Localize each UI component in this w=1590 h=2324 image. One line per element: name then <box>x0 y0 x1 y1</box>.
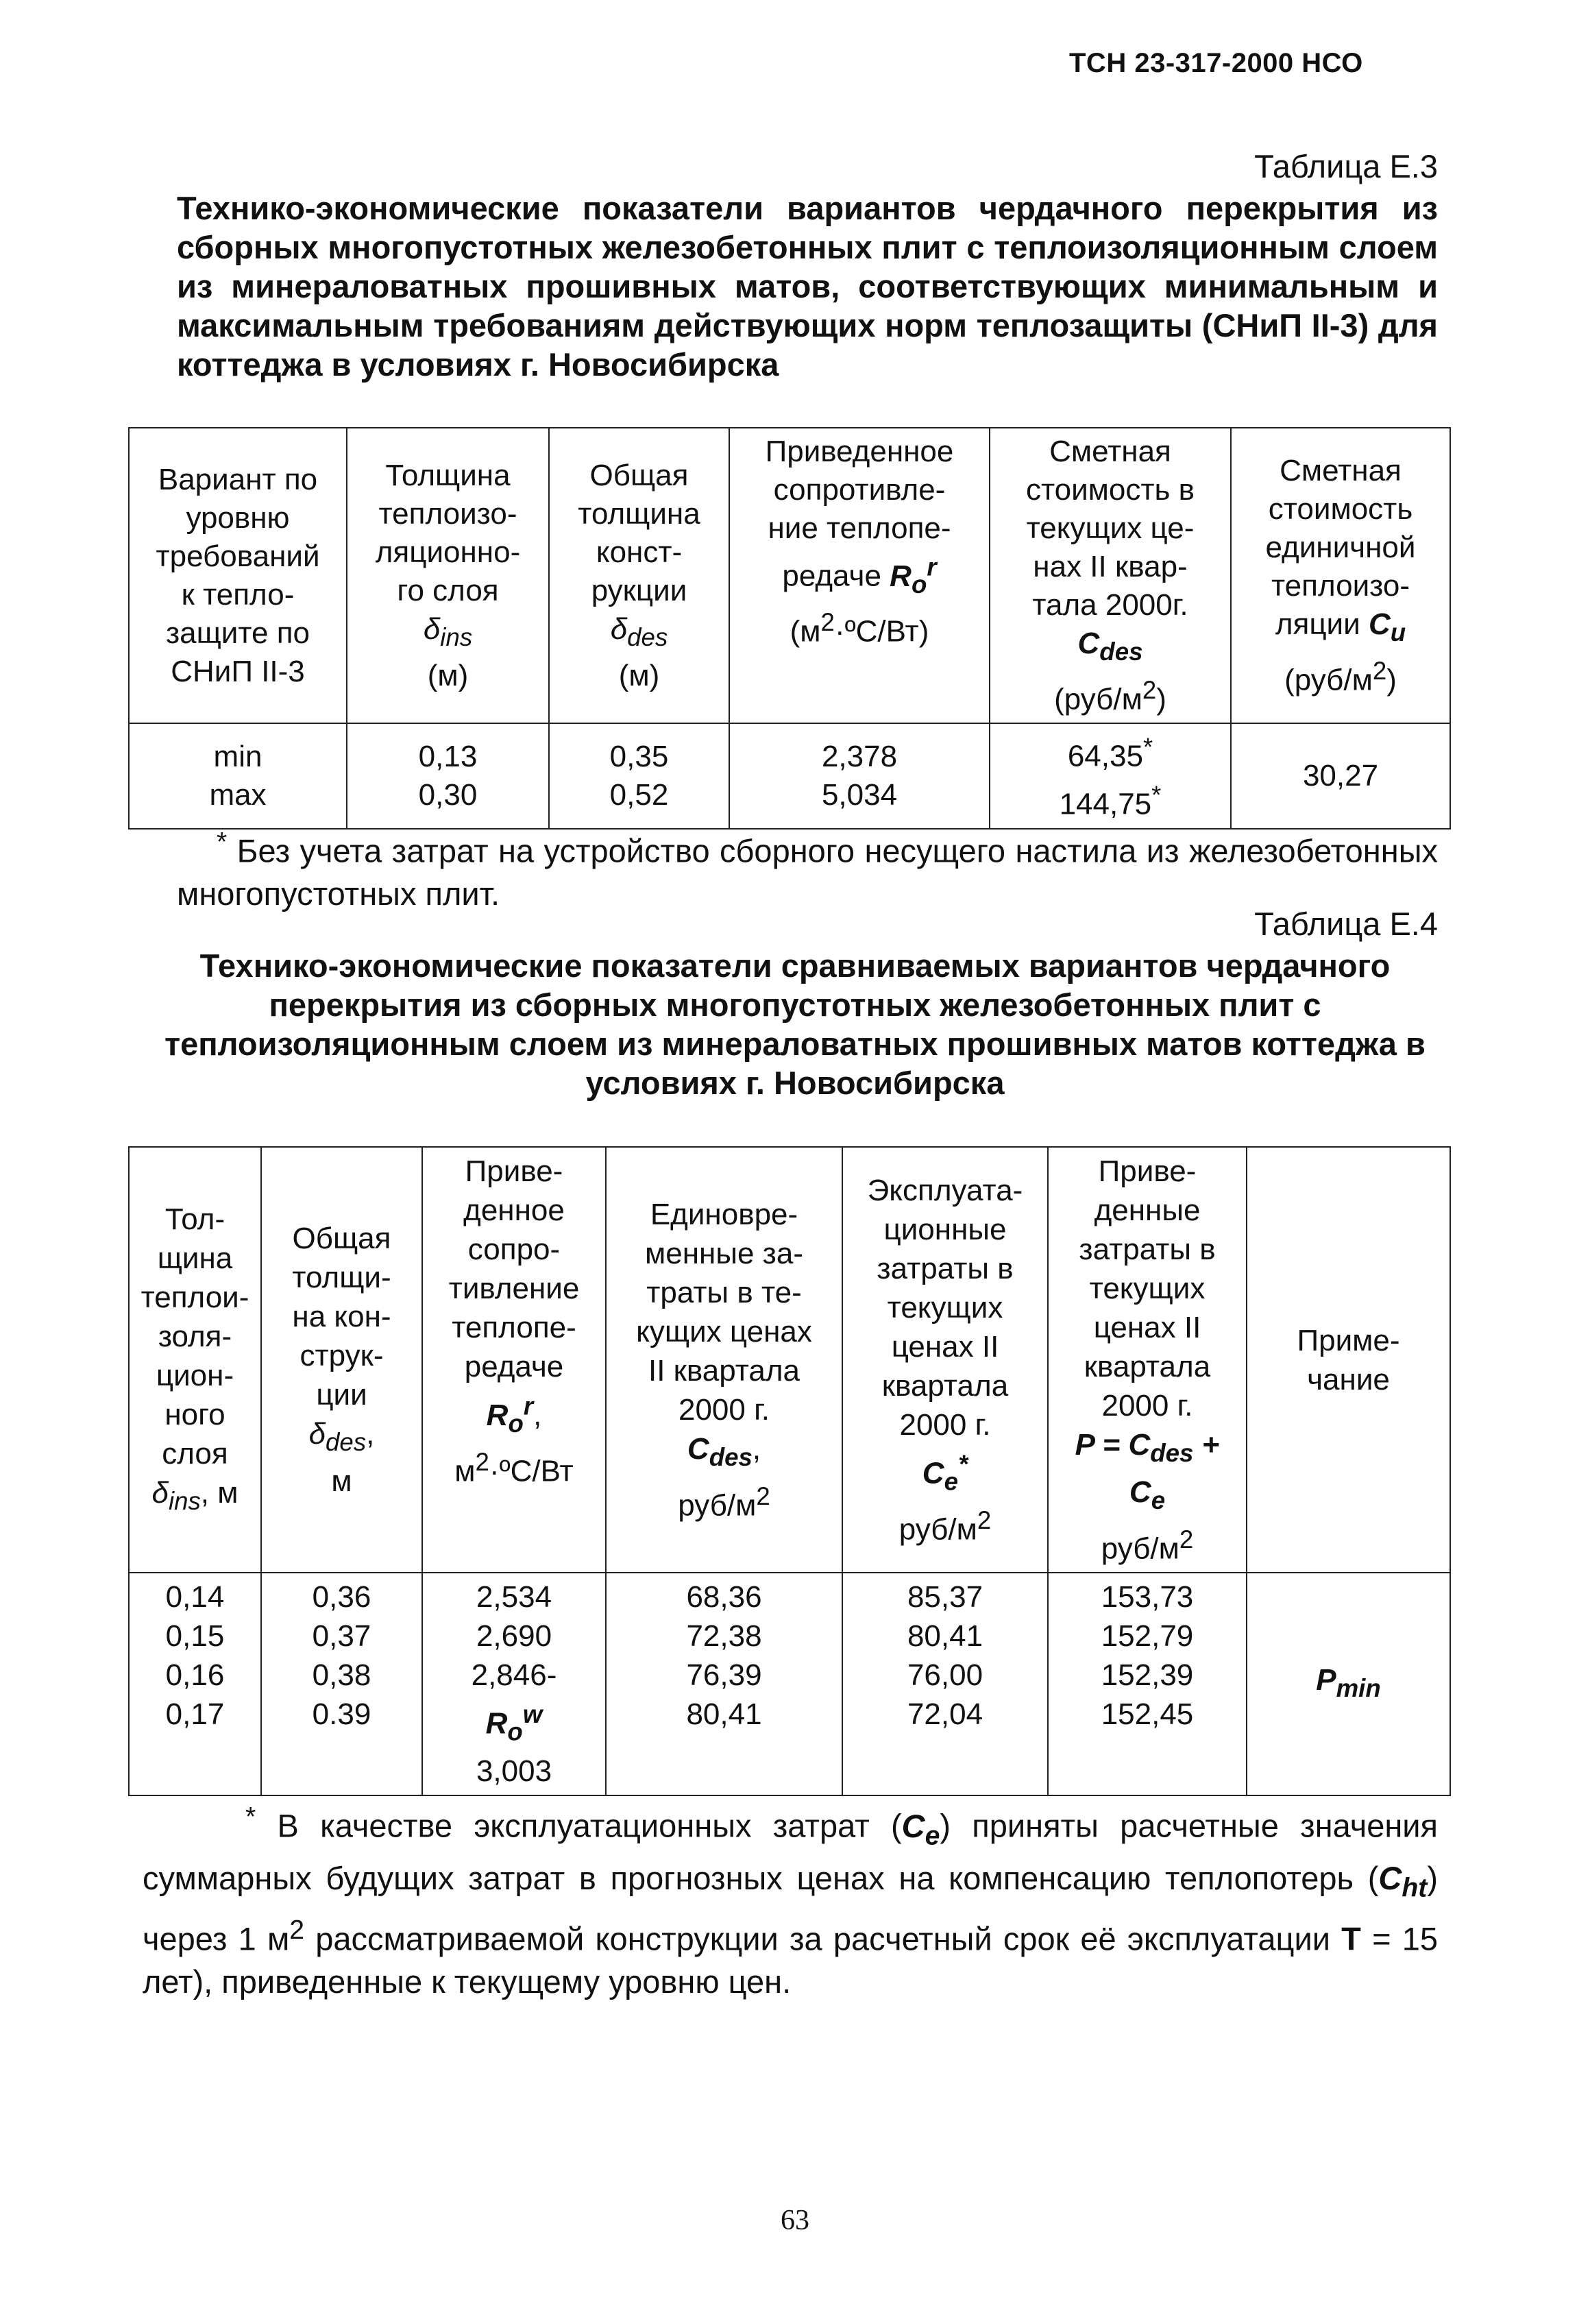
table-e4 <box>128 1146 1451 1796</box>
header-estimated-cost: Сметная стоимость в текущих це- нах II квар- тала 2000г. $C_{des}$ $(руб/м^2)$ <box>990 428 1231 723</box>
cell-total-thickness: 0,36 0,37 0,38 0.39 <box>261 1573 422 1795</box>
header-note: Приме- чание <box>1247 1147 1450 1573</box>
table-e4-title: Технико-экономические показатели сравниваемых вариантов чердачного перекрытия из сборных многопустотных железобетонных плит с теплоизоляционным слоем из минераловатных прошивных матов коттеджа в условиях г. Новосибирска <box>164 947 1426 1101</box>
header-insulation-thickness: Тол- щина теплои- золя- цион- ного слоя $\delta_{ins}$, м <box>129 1147 261 1573</box>
table-row <box>129 723 1450 828</box>
header-thermal-resistance: Приведенное сопротивле- ние теплопе- редаче $R_o^r$ $(м^2\cdot ºС/Вт)$ <box>729 428 990 723</box>
table-e4-label: Таблица Е.4 <box>1254 906 1438 942</box>
document-code: ТСН 23-317-2000 НСО <box>1069 48 1363 78</box>
table-e3-footnote: * Без учета затрат на устройство сборного несущего настила из железобетонных многопустотных плит. <box>177 827 1438 912</box>
cell-unit-cost: 30,27 <box>1231 723 1450 828</box>
cell-thermal-resistance: 2,378 5,034 <box>729 723 990 828</box>
table-e4-header-row <box>129 1147 1450 1573</box>
header-insulation-thickness: Толщина теплоизо- ляционно- го слоя $\delta_{ins}$ (м) <box>347 428 549 723</box>
header-total-thickness: Общая толщи- на кон- струк- ции $\delta_{des}$, м <box>261 1147 422 1573</box>
page-number: 63 <box>781 2205 809 2236</box>
cell-insulation-thickness: 0,14 0,15 0,16 0,17 <box>129 1573 261 1795</box>
header-operating-costs: Эксплуата- ционные затраты в текущих ценах II квартала 2000 г. $C_e^*$ руб/$м^2$ <box>842 1147 1048 1573</box>
header-unit-cost: Сметная стоимость единичной теплоизо- ляции $C_u$ $(руб/м^2)$ <box>1231 428 1450 723</box>
cell-thermal-resistance: 2,534 2,690 2,846- $R_o^w$ 3,003 <box>422 1573 606 1795</box>
header-one-time-costs: Единовре- менные за- траты в те- кущих ценах II квартала 2000 г. $C_{des}$, руб/$м^2$ <box>606 1147 842 1573</box>
cell-total-thickness: 0,35 0,52 <box>549 723 729 828</box>
table-e3-header-row <box>129 428 1450 723</box>
table-row <box>129 1573 1450 1795</box>
cell-note: $P_{min}$ <box>1247 1573 1450 1795</box>
table-e3-title: Технико-экономические показатели вариантов чердачного перекрытия из сборных многопустотных железобетонных плит с теплоизоляционным слоем из минераловатных прошивных матов, соответствующих минимальным и максимальным требованиям действующих норм теплозащиты (СНиП II-3) для коттеджа в условиях г. Новосибирска <box>177 190 1438 383</box>
table-e4-footnote: * В качестве эксплуатационных затрат $(C_e)$ приняты расчетные значения суммарных будущих затрат в прогнозных ценах на компенсацию теплопотерь $(C_{ht})$ через 1 $м^2$ рассматриваемой конструкции за расчетный срок её эксплуатации Т = 15 лет), приведенные к текущему уровню цен. <box>143 1802 1438 2000</box>
header-variant: Вариант по уровню требований к тепло- защите по СНиП II-3 <box>129 428 347 723</box>
cell-estimated-cost: 64,35* 144,75* <box>990 723 1231 828</box>
cell-one-time-costs: 68,36 72,38 76,39 80,41 <box>606 1573 842 1795</box>
header-total-thickness: Общая толщина конст- рукции $\delta_{des}$ (м) <box>549 428 729 723</box>
table-e3-label: Таблица Е.3 <box>1254 148 1438 184</box>
cell-variant: min max <box>129 723 347 828</box>
cell-operating-costs: 85,37 80,41 76,00 72,04 <box>842 1573 1048 1795</box>
cell-insulation-thickness: 0,13 0,30 <box>347 723 549 828</box>
header-reduced-costs: Приве- денные затраты в текущих ценах II квартала 2000 г. $P = C_{des}$ + $C_e$ руб/$м^2$ <box>1048 1147 1247 1573</box>
header-thermal-resistance: Приве- денное сопро- тивление теплопе- редаче $R_o^r$, $м^2\cdot ºС/Вт$ <box>422 1147 606 1573</box>
cell-reduced-costs: 153,73 152,79 152,39 152,45 <box>1048 1573 1247 1795</box>
table-e3 <box>128 427 1451 830</box>
